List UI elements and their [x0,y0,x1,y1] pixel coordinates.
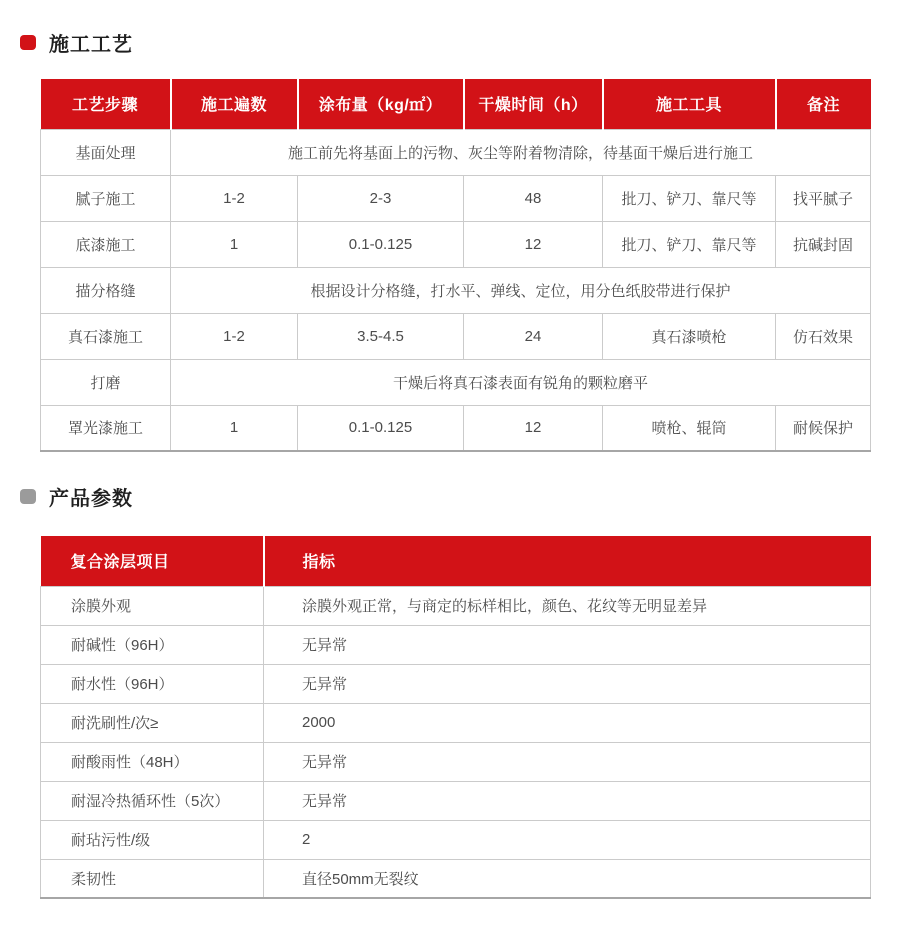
parameter-value-cell: 无异常 [264,781,871,820]
table-cell: 12 [464,221,603,267]
table-cell: 批刀、铲刀、靠尺等 [603,175,776,221]
table-cell: 1-2 [171,175,298,221]
table-row [41,625,871,664]
table-row [41,703,871,742]
table-row [41,820,871,859]
table-cell: 2-3 [298,175,464,221]
parameter-value-cell: 无异常 [264,625,871,664]
table-cell: 腻子施工 [41,175,171,221]
table-cell: 1-2 [171,313,298,359]
column-header-coating-amount: 涂布量（kg/㎡） [298,79,464,129]
row-label-cell: 打磨 [41,359,171,405]
row-label-cell: 基面处理 [41,129,171,175]
table-cell: 12 [464,405,603,451]
column-header-coating-item: 复合涂层项目 [41,536,264,586]
parameter-value-cell: 直径50mm无裂纹 [264,859,871,898]
column-header-remarks: 备注 [776,79,871,129]
parameter-name-cell: 耐湿冷热循环性（5次） [41,781,264,820]
table-row [41,359,871,405]
table-cell: 1 [171,221,298,267]
parameter-value-cell: 无异常 [264,742,871,781]
merged-note-cell: 施工前先将基面上的污物、灰尘等附着物清除，待基面干燥后进行施工 [171,129,871,175]
table-cell: 1 [171,405,298,451]
section-construction-process-header [20,28,910,57]
parameter-value-cell: 涂膜外观正常，与商定的标样相比，颜色、花纹等无明显差异 [264,586,871,625]
construction-process-table [40,79,871,452]
section-title: 施工工艺 [49,34,133,56]
table-row [41,859,871,898]
red-square-bullet-icon [20,35,36,50]
parameter-name-cell: 柔韧性 [41,859,264,898]
merged-note-cell: 根据设计分格缝，打水平、弹线、定位，用分色纸胶带进行保护 [171,267,871,313]
table-cell: 耐候保护 [776,405,871,451]
parameter-name-cell: 涂膜外观 [41,586,264,625]
table-row [41,129,871,175]
column-header-index: 指标 [264,536,871,586]
merged-note-cell: 干燥后将真石漆表面有锐角的颗粒磨平 [171,359,871,405]
table-cell: 仿石效果 [776,313,871,359]
parameter-name-cell: 耐酸雨性（48H） [41,742,264,781]
column-header-passes: 施工遍数 [171,79,298,129]
section-product-parameters-header [20,482,910,511]
table-row [41,405,871,451]
parameter-name-cell: 耐洗刷性/次≥ [41,703,264,742]
parameter-name-cell: 耐碱性（96H） [41,625,264,664]
table-cell: 0.1-0.125 [298,405,464,451]
table-row [41,267,871,313]
table-header-row [41,79,871,129]
product-parameters-table [40,536,871,899]
table-row [41,313,871,359]
parameter-name-cell: 耐水性（96H） [41,664,264,703]
parameter-value-cell: 2 [264,820,871,859]
column-header-step: 工艺步骤 [41,79,171,129]
parameter-value-cell: 无异常 [264,664,871,703]
parameter-value-cell: 2000 [264,703,871,742]
table-cell: 48 [464,175,603,221]
table-cell: 0.1-0.125 [298,221,464,267]
table-cell: 抗碱封固 [776,221,871,267]
column-header-drying-time: 干燥时间（h） [464,79,603,129]
table-cell: 真石漆施工 [41,313,171,359]
section-title: 产品参数 [49,488,133,510]
column-header-tools: 施工工具 [603,79,776,129]
table-row [41,175,871,221]
table-row [41,742,871,781]
gray-square-bullet-icon [20,489,36,504]
table-cell: 3.5-4.5 [298,313,464,359]
table-cell: 24 [464,313,603,359]
table-cell: 底漆施工 [41,221,171,267]
table-cell: 找平腻子 [776,175,871,221]
table-cell: 批刀、铲刀、靠尺等 [603,221,776,267]
row-label-cell: 描分格缝 [41,267,171,313]
table-row [41,221,871,267]
table-cell: 真石漆喷枪 [603,313,776,359]
table-cell: 罩光漆施工 [41,405,171,451]
table-header-row [41,536,871,586]
parameter-name-cell: 耐玷污性/级 [41,820,264,859]
table-cell: 喷枪、辊筒 [603,405,776,451]
table-row [41,586,871,625]
table-row [41,664,871,703]
table-row [41,781,871,820]
